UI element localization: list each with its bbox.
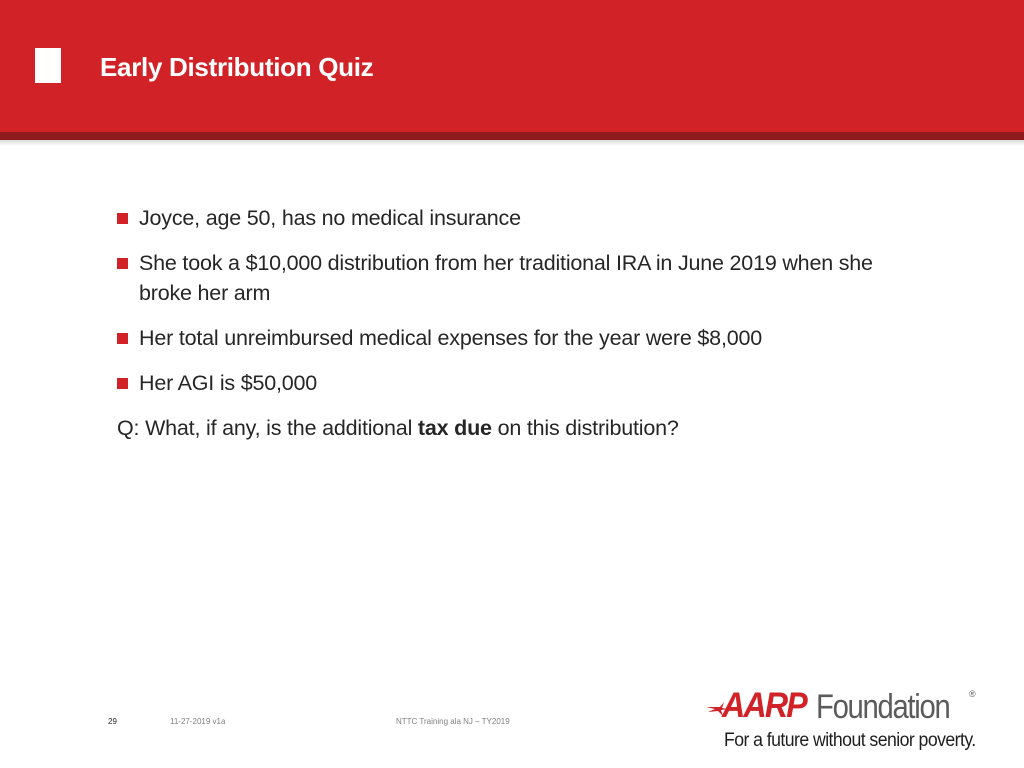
bullet-item [117,368,897,398]
logo-tagline: For a future without senior poverty. [724,730,976,751]
bullet-square-icon [117,258,128,269]
bullet-item [117,203,897,233]
footer-center-text: NTTC Training ala NJ – TY2019 [396,717,510,726]
page-number: 29 [108,717,117,726]
question-emphasis: tax due [417,416,492,440]
question-prefix: Q: What, if any, is the additional [117,416,418,440]
bullet-square-icon [117,333,128,344]
bullet-text: Joyce, age 50, has no medical insurance [139,206,521,230]
bullet-square-icon [117,213,128,224]
bullet-text: She took a $10,000 distribution from her traditional IRA in June 2019 when she broke her arm [139,251,873,305]
aarp-foundation-logo [706,688,976,756]
registered-mark: ® [969,689,976,699]
bullet-item [117,323,897,353]
header-shadow [0,140,1024,146]
bullet-square-icon [117,378,128,389]
bullet-text: Her AGI is $50,000 [139,371,318,395]
slide-content [117,203,897,443]
logo-foundation-text: Foundation [816,688,950,726]
bullet-text: Her total unreimbursed medical expenses for the year were $8,000 [139,326,762,350]
title-bar [0,0,1024,132]
logo-brand-text: AARP [722,686,806,725]
title-square-icon [35,48,61,83]
question-suffix: on this distribution? [491,416,679,440]
footer-date-version: 11-27-2019 v1a [170,717,226,726]
header-divider [0,132,1024,140]
quiz-question [117,413,897,443]
slide-title: Early Distribution Quiz [100,52,374,82]
bullet-item [117,248,897,308]
